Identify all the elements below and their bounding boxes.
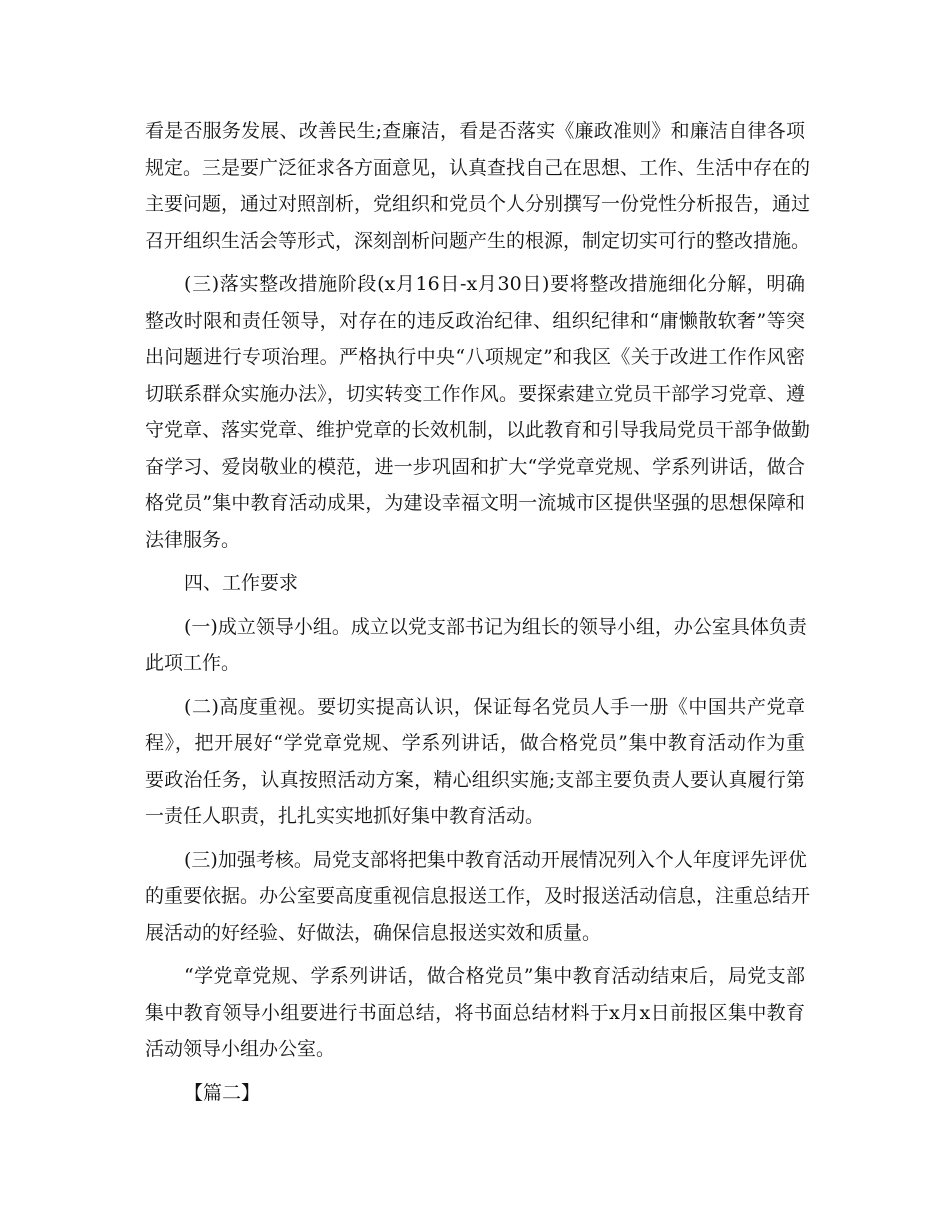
text-line: (三)加强考核。局党支部将把集中教育活动开展情况列入个人年度评先评优 bbox=[184, 848, 807, 871]
text-line: 要政治任务，认真按照活动方案，精心组织实施;支部主要负责人要认真履行第 bbox=[145, 768, 805, 791]
paragraph-p3 bbox=[145, 565, 805, 602]
text-line: 看是否服务发展、改善民生;查廉洁，看是否落实《廉政准则》和廉洁自律各项 bbox=[145, 120, 805, 142]
text-line: (二)高度重视。要切实提高认识，保证每名党员人手一册《中国共产党章 bbox=[184, 695, 805, 718]
paragraph-p7 bbox=[145, 958, 805, 1068]
text-line: 活动领导小组办公室。 bbox=[145, 1038, 336, 1060]
text-line: 主要问题，通过对照剖析，党组织和党员个人分别撰写一份党性分析报告，通过 bbox=[145, 193, 811, 215]
paragraph-p4 bbox=[145, 609, 805, 682]
paragraph-p1 bbox=[145, 113, 811, 259]
paragraph-spacer bbox=[145, 682, 805, 689]
text-line: 出问题进行专项治理。严格执行中央“八项规定”和我区《关于改进工作作风密 bbox=[145, 346, 805, 368]
text-line: 展活动的好经验、好做法，确保信息报送实效和质量。 bbox=[145, 921, 602, 944]
paragraph-spacer bbox=[145, 1068, 805, 1075]
text-line: 集中教育领导小组要进行书面总结，将书面总结材料于x月x日前报区集中教育 bbox=[145, 1001, 805, 1024]
text-line: 四、工作要求 bbox=[184, 572, 299, 594]
paragraph-p6 bbox=[145, 842, 811, 952]
paragraph-spacer bbox=[145, 951, 805, 958]
paragraph-spacer bbox=[145, 558, 805, 565]
text-line: 召开组织生活会等形式，深刻剖析问题产生的根源，制定切实可行的整改措施。 bbox=[145, 229, 811, 252]
document-page bbox=[145, 113, 811, 1111]
text-line: 整改时限和责任领导，对存在的违反政治纪律、组织纪律和“庸懒散软奢”等突 bbox=[145, 309, 805, 332]
text-line: (一)成立领导小组。成立以党支部书记为组长的领导小组，办公室具体负责 bbox=[184, 615, 807, 638]
paragraph-p2 bbox=[145, 266, 811, 558]
paragraph-spacer bbox=[145, 602, 805, 609]
text-line: 此项工作。 bbox=[145, 652, 241, 674]
text-line: 法律服务。 bbox=[145, 528, 241, 551]
text-line: 一责任人职责，扎扎实实地抓好集中教育活动。 bbox=[145, 805, 545, 827]
text-line: 规定。三是要广泛征求各方面意见，认真查找自己在思想、工作、生活中存在的 bbox=[145, 156, 811, 179]
text-line: “学党章党规、学系列讲话，做合格党员”集中教育活动结束后，局党支部 bbox=[184, 965, 805, 987]
text-line: 守党章、落实党章、维护党章的长效机制，以此教育和引导我局党员干部争做勤 bbox=[145, 419, 811, 441]
paragraph-spacer bbox=[145, 259, 805, 266]
text-line: 格党员”集中教育活动成果，为建设幸福文明一流城市区提供坚强的思想保障和 bbox=[145, 492, 805, 514]
text-line: (三)落实整改措施阶段(x月16日-x月30日)要将整改措施细化分解，明确 bbox=[184, 273, 805, 295]
paragraph-p8 bbox=[145, 1075, 805, 1112]
paragraph-p5 bbox=[145, 689, 805, 835]
text-line: 奋学习、爱岗敬业的模范，进一步巩固和扩大“学党章党规、学系列讲话，做合 bbox=[145, 455, 805, 478]
text-line: 程》，把开展好“学党章党规、学系列讲话，做合格党员”集中教育活动作为重 bbox=[145, 732, 805, 754]
text-line: 【篇二】 bbox=[184, 1081, 261, 1104]
text-line: 的重要依据。办公室要高度重视信息报送工作，及时报送活动信息，注重总结开 bbox=[145, 885, 811, 907]
paragraph-spacer bbox=[145, 835, 805, 842]
text-line: 切联系群众实施办法》，切实转变工作作风。要探索建立党员干部学习党章、遵 bbox=[145, 382, 805, 405]
